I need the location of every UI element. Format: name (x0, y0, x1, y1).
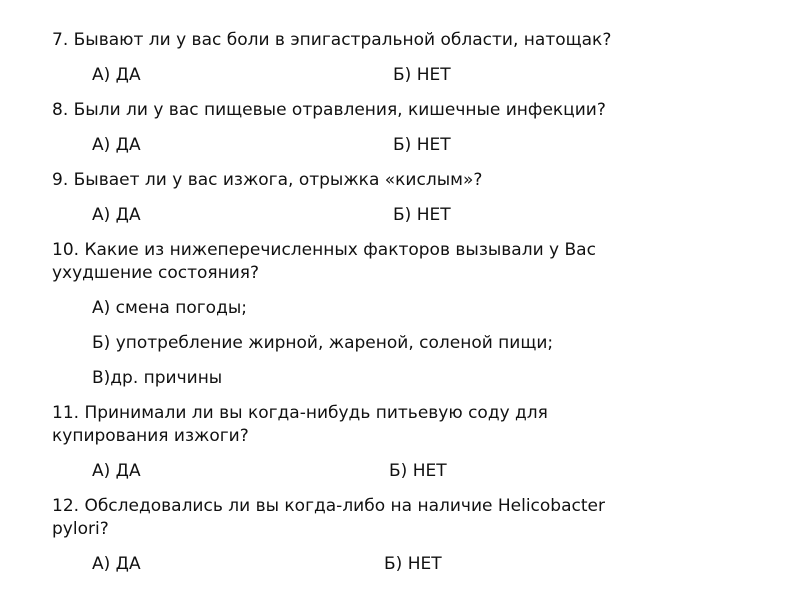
question-12-line-2: pylori? (52, 519, 109, 539)
question-11-option-a: А) ДА (92, 461, 141, 481)
question-7: 7. Бывают ли у вас боли в эпигастральной области, натощак? (52, 30, 612, 50)
question-10-option-c: В)др. причины (92, 368, 223, 388)
question-8-option-a: А) ДА (92, 135, 141, 155)
question-9-option-b: Б) НЕТ (393, 205, 451, 225)
question-11-line-1: 11. Принимали ли вы когда-нибудь питьевую соду для (52, 403, 548, 423)
question-12-option-a: А) ДА (92, 554, 141, 574)
question-8: 8. Были ли у вас пищевые отравления, кишечные инфекции? (52, 100, 606, 120)
question-12-line-1: 12. Обследовались ли вы когда-либо на наличие Helicobacter (52, 496, 605, 516)
question-8-option-b: Б) НЕТ (393, 135, 451, 155)
question-10-line-1: 10. Какие из нижеперечисленных факторов вызывали у Вас (52, 240, 596, 260)
question-12-option-b: Б) НЕТ (384, 554, 442, 574)
question-10-option-b: Б) употребление жирной, жареной, соленой пищи; (92, 333, 554, 353)
question-11-line-2: купирования изжоги? (52, 426, 249, 446)
question-9: 9. Бывает ли у вас изжога, отрыжка «кислым»? (52, 170, 483, 190)
question-9-option-a: А) ДА (92, 205, 141, 225)
question-7-option-a: А) ДА (92, 65, 141, 85)
question-10-option-a: А) смена погоды; (92, 298, 247, 318)
question-10-line-2: ухудшение состояния? (52, 263, 260, 283)
question-7-option-b: Б) НЕТ (393, 65, 451, 85)
question-11-option-b: Б) НЕТ (389, 461, 447, 481)
